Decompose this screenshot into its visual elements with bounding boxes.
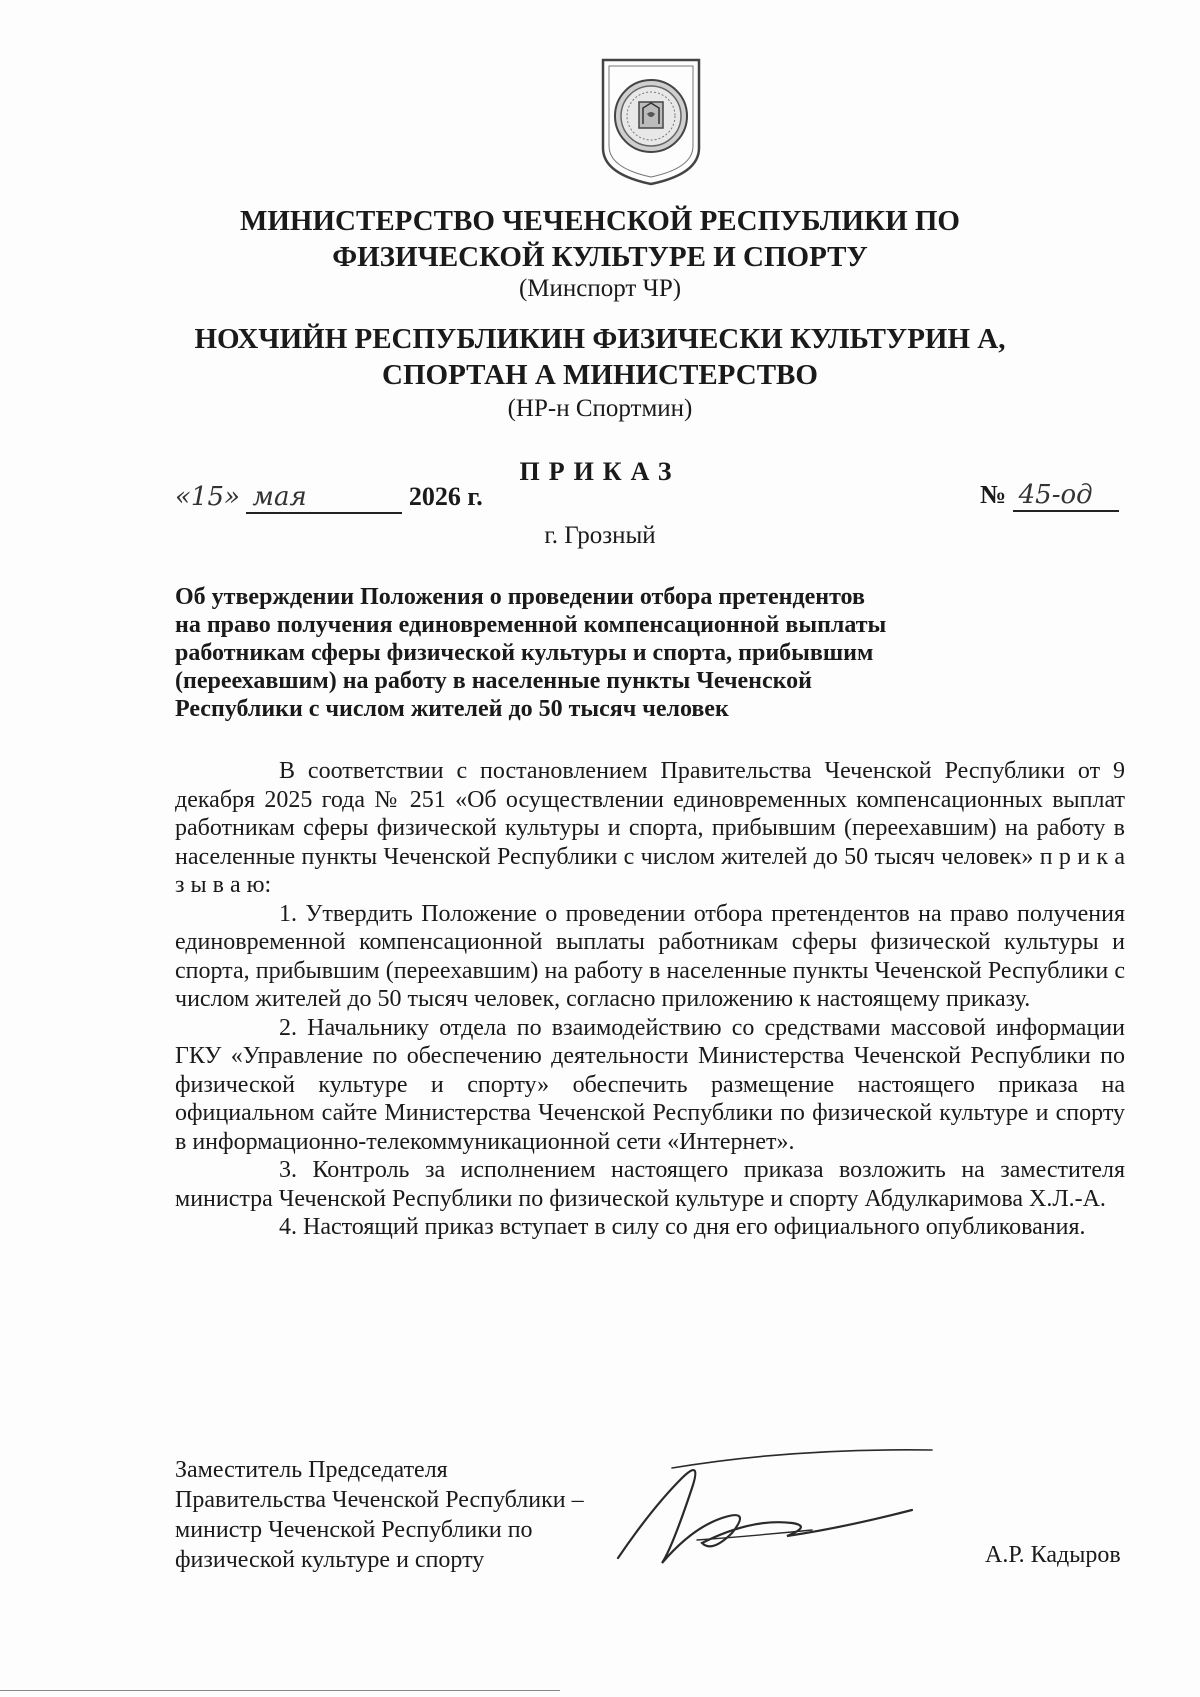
number-value: 45-од: [1013, 480, 1119, 512]
subject-line: Об утверждении Положения о проведении отбора претендентов: [175, 584, 865, 610]
ministry-ru-line2: ФИЗИЧЕСКОЙ КУЛЬТУРЕ И СПОРТУ: [332, 241, 868, 273]
ministry-name-ru: [0, 203, 1200, 275]
order-date: [175, 482, 483, 514]
signatory-name: А.Р. Кадыров: [985, 1542, 1121, 1568]
subject-line: (переехавшим) на работу в населенные пункты Чеченской: [175, 668, 812, 694]
subject-line: работникам сферы физической культуры и спорта, прибывшим: [175, 640, 874, 666]
order-subject: [175, 583, 975, 723]
position-line: физической культуре и спорту: [175, 1547, 485, 1573]
body-paragraph: 1. Утвердить Положение о проведении отбора претендентов на право получения единовременной компенсационной выплаты работникам сферы физической культуры и спорта, прибывшим (переехавшим) на работу в населенные пункты Чеченской Республики с числом жителей до 50 тысяч человек, согласно приложению к настоящему приказу.: [175, 900, 1125, 1012]
body-paragraph: 2. Начальнику отдела по взаимодействию со средствами массовой информации ГКУ «Управление по обеспечению деятельности Министерства Чеченской Республики по физической культуре и спорту» обеспечить размещение настоящего приказа на официальном сайте Министерства Чеченской Республики по физической культуре и спорту в информационно-телекоммуникационной сети «Интернет».: [175, 1014, 1125, 1155]
order-number: [980, 480, 1119, 512]
subject-line: на право получения единовременной компенсационной выплаты: [175, 612, 887, 638]
ministry-ce-line2: СПОРТАН А МИНИСТЕРСТВО: [382, 359, 818, 391]
position-line: Правительства Чеченской Республики –: [175, 1487, 584, 1513]
ministry-abbr-ru: (Минспорт ЧР): [518, 275, 682, 302]
body-paragraph: В соответствии с постановлением Правительства Чеченской Республики от 9 декабря 2025 года № 251 «Об осуществлении единовременных компенсационных выплат работникам сферы физической культуры и спорта, прибывшим (переехавшим) на работу в населенные пункты Чеченской Республики с числом жителей до 50 тысяч человек» п р и к а з ы в а ю:: [175, 758, 1125, 898]
signatory-position: [175, 1455, 584, 1575]
date-day: «15»: [175, 482, 240, 512]
ministry-abbr-ce: (НР-н Спортмин): [507, 395, 693, 422]
order-city: г. Грозный: [544, 522, 656, 549]
position-line: министр Чеченской Республики по: [175, 1517, 533, 1543]
bottom-divider: [0, 1690, 560, 1691]
handwritten-signature: [612, 1448, 942, 1568]
ministry-name-ce: [0, 321, 1200, 393]
date-year: 2026 г.: [408, 482, 483, 511]
ministry-ce-line1: НОХЧИЙН РЕСПУБЛИКИН ФИЗИЧЕСКИ КУЛЬТУРИН А,: [194, 323, 1006, 355]
position-line: Заместитель Председателя: [175, 1457, 448, 1483]
body-paragraph: 4. Настоящий приказ вступает в силу со дня его официального опубликования.: [279, 1214, 1086, 1240]
order-body: [175, 757, 1125, 1242]
coat-of-arms-icon: [597, 56, 705, 188]
date-month: мая: [246, 482, 402, 514]
order-title: ПРИКАЗ: [519, 457, 681, 486]
number-label: №: [980, 480, 1007, 509]
subject-line: Республики с числом жителей до 50 тысяч человек: [175, 696, 729, 722]
ministry-ru-line1: МИНИСТЕРСТВО ЧЕЧЕНСКОЙ РЕСПУБЛИКИ ПО: [239, 205, 960, 237]
body-paragraph: 3. Контроль за исполнением настоящего приказа возложить на заместителя министра Чеченской Республики по физической культуре и спорту Абдулкаримова Х.Л.-А.: [175, 1157, 1125, 1212]
